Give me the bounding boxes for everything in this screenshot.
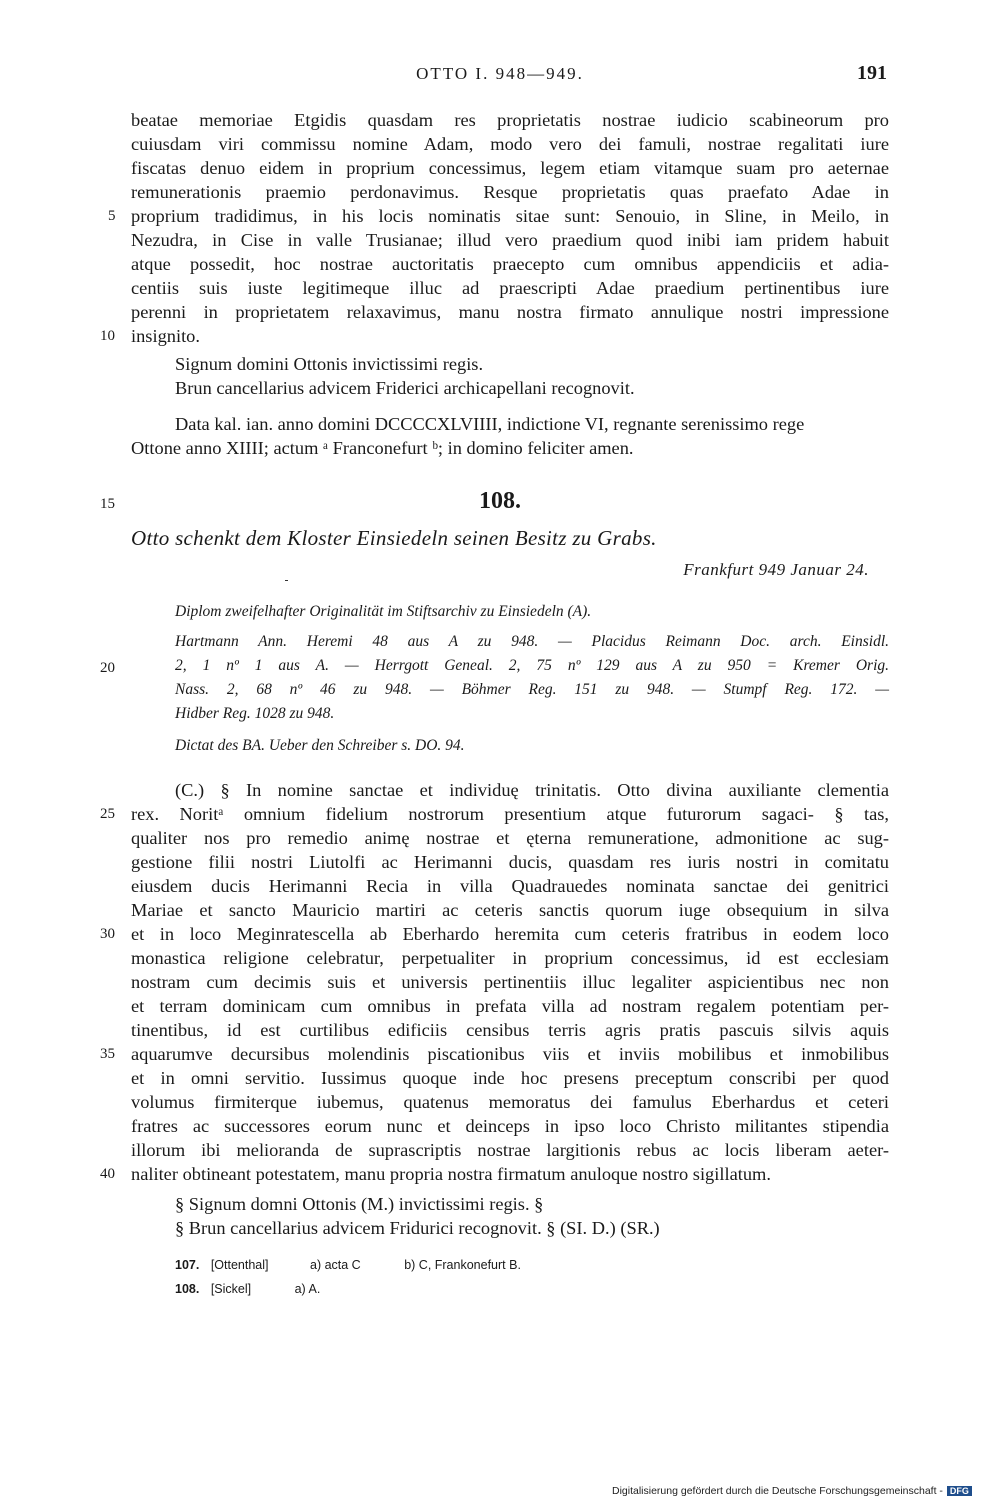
- editions-line: 2, 1 nº 1 aus A. — Herrgott Geneal. 2, 75 nº 129 aus A zu 950 = Kremer Orig.: [175, 657, 889, 674]
- text-line: nostram cum decimis suis et universis pertinentiis illuc legaliter aspicientibus nec non: [131, 972, 889, 992]
- text-line: naliter obtineant potestatem, manu propria nostra firmatum anuloque nostro sigillatum.: [131, 1164, 771, 1184]
- editions-line: Hartmann Ann. Heremi 48 aus A zu 948. — Placidus Reimann Doc. arch. Einsidl.: [175, 633, 889, 650]
- document-date: Frankfurt 949 Januar 24.: [683, 560, 869, 579]
- text-line: aquarumve decursibus molendinis piscationibus viis et inviis mobilibus et inmobilibus: [131, 1044, 889, 1064]
- text-line: illorum ibi melioranda de suprascriptis nostrae largitionis rebus ac locis liberam aeter-: [131, 1140, 889, 1160]
- dfg-logo: DFG: [947, 1486, 972, 1496]
- editions-line: Hidber Reg. 1028 zu 948.: [175, 705, 335, 722]
- text-line: centiis suis iuste legitimeque illuc ad praescripti Adae praedium pertinentibus iure: [131, 278, 889, 298]
- tradition-note: Diplom zweifelhafter Originalität im Stiftsarchiv zu Einsiedeln (A).: [175, 603, 592, 620]
- footnote-number: 107.: [175, 1258, 200, 1272]
- text-line: (C.) § In nomine sanctae et individuę trinitatis. Otto divina auxiliante clementia: [175, 780, 889, 800]
- editions-line: Nass. 2, 68 nº 46 zu 948. — Böhmer Reg. 151 zu 948. — Stumpf Reg. 172. —: [175, 681, 889, 698]
- text-line: remunerationis praemio perdonavimus. Resque proprietatis quas praefato Adae in: [131, 182, 889, 202]
- line-number: 20: [100, 660, 115, 676]
- text-line: rex. Noritᵃ omnium fidelium nostrorum presentium atque futurorum sagaci- § tas,: [131, 804, 889, 824]
- footnote-row: [175, 1282, 320, 1296]
- text-line: tinentibus, id est curtilibus edificiis censibus terris agris pratis pascuis silvis aquis: [131, 1020, 889, 1040]
- digitization-credit: [612, 1485, 972, 1497]
- text-line: qualiter nos pro remedio animę nostrae et ęterna remuneratione, admonitione ac sug-: [131, 828, 889, 848]
- footnote-a: a) acta C: [310, 1258, 361, 1272]
- footnote-row: [175, 1258, 521, 1272]
- text-line: proprium tradidimus, in his locis nominatis sitae sunt: Senouio, in Sline, in Meilo, in: [131, 206, 889, 226]
- page-number: 191: [857, 62, 887, 84]
- text-line: cuiusdam viri commissu nomine Adam, modo vero dei famuli, nostrae regalitati iure: [131, 134, 889, 154]
- print-mark: [285, 580, 288, 581]
- signum-line: § Signum domni Ottonis (M.) invictissimi regis. §: [175, 1194, 544, 1214]
- datum-line: Data kal. ian. anno domini DCCCCXLVIIII, indictione VI, regnante serenissimo rege: [175, 414, 805, 434]
- footnote-b: b) C, Frankonefurt B.: [404, 1258, 521, 1272]
- text-line: atque possedit, hoc nostrae auctoritatis praecepto cum omnibus appendiciis et adia-: [131, 254, 889, 274]
- line-number: 25: [100, 806, 115, 822]
- line-number: 40: [100, 1166, 115, 1182]
- credit-text: Digitalisierung gefördert durch die Deutsche Forschungsgemeinschaft -: [612, 1485, 943, 1497]
- footnote-number: 108.: [175, 1282, 200, 1296]
- line-number: 30: [100, 926, 115, 942]
- line-number: 15: [100, 496, 115, 512]
- recognitio-line: Brun cancellarius advicem Friderici archicapellani recognovit.: [175, 378, 635, 398]
- signum-line: Signum domini Ottonis invictissimi regis.: [175, 354, 484, 374]
- document-number: 108.: [479, 488, 521, 514]
- text-line: insignito.: [131, 326, 200, 346]
- footnote-editor: [Sickel]: [210, 1282, 252, 1296]
- document-title: Otto schenkt dem Kloster Einsiedeln seinen Besitz zu Grabs.: [131, 526, 657, 550]
- text-line: volumus firmiterque iubemus, quatenus memoratus dei famulus Eberhardus et ceteri: [131, 1092, 889, 1112]
- text-line: Mariae et sancto Mauricio martiri ac ceteris sanctis quorum iuge obsequium in silva: [131, 900, 889, 920]
- text-line: fiscatas denuo eidem in proprium concessimus, legem etiam vitamque suam pro aeternae: [131, 158, 889, 178]
- dictat-note: Dictat des BA. Ueber den Schreiber s. DO. 94.: [175, 737, 465, 754]
- text-line: monastica religione celebratur, perpetualiter in proprium concessimus, id est ecclesiam: [131, 948, 889, 968]
- line-number: 5: [108, 208, 116, 224]
- footnote-a: a) A.: [294, 1282, 321, 1296]
- line-number: 35: [100, 1046, 115, 1062]
- text-line: beatae memoriae Etgidis quasdam res proprietatis nostrae iudicio scabineorum pro: [131, 110, 889, 130]
- text-line: gestione filii nostri Liutolfi ac Herimanni ducis, quasdam res iuris nostri in comitatu: [131, 852, 889, 872]
- recognitio-line: § Brun cancellarius advicem Fridurici recognovit. § (SI. D.) (SR.): [175, 1218, 660, 1238]
- running-header: OTTO I. 948—949.: [416, 64, 584, 83]
- text-line: eiusdem ducis Herimanni Recia in villa Quadrauedes nominata sanctae dei genitrici: [131, 876, 889, 896]
- text-line: et in omni servitio. Iussimus quoque inde hoc presens preceptum conscribi per quod: [131, 1068, 889, 1088]
- text-line: et in loco Meginratescella ab Eberhardo heremita cum ceteris fratribus in eodem loco: [131, 924, 889, 944]
- text-line: et terram dominicam cum omnibus in prefata villa ad nostram regalem potentiam per-: [131, 996, 889, 1016]
- footnote-editor: [Ottenthal]: [210, 1258, 269, 1272]
- datum-line: Ottone anno XIIII; actum ᵃ Franconefurt ᵇ; in domino feliciter amen.: [131, 438, 634, 458]
- text-line: fratres ac successores eorum nunc et deinceps in ipso loco Christo militantes stipendia: [131, 1116, 889, 1136]
- line-number: 10: [100, 328, 115, 344]
- text-line: Nezudra, in Cise in valle Trusianae; illud vero praedium quod inibi iam pridem habuit: [131, 230, 889, 250]
- text-line: perenni in proprietatem relaxavimus, manu nostra firmato annulique nostri impressione: [131, 302, 889, 322]
